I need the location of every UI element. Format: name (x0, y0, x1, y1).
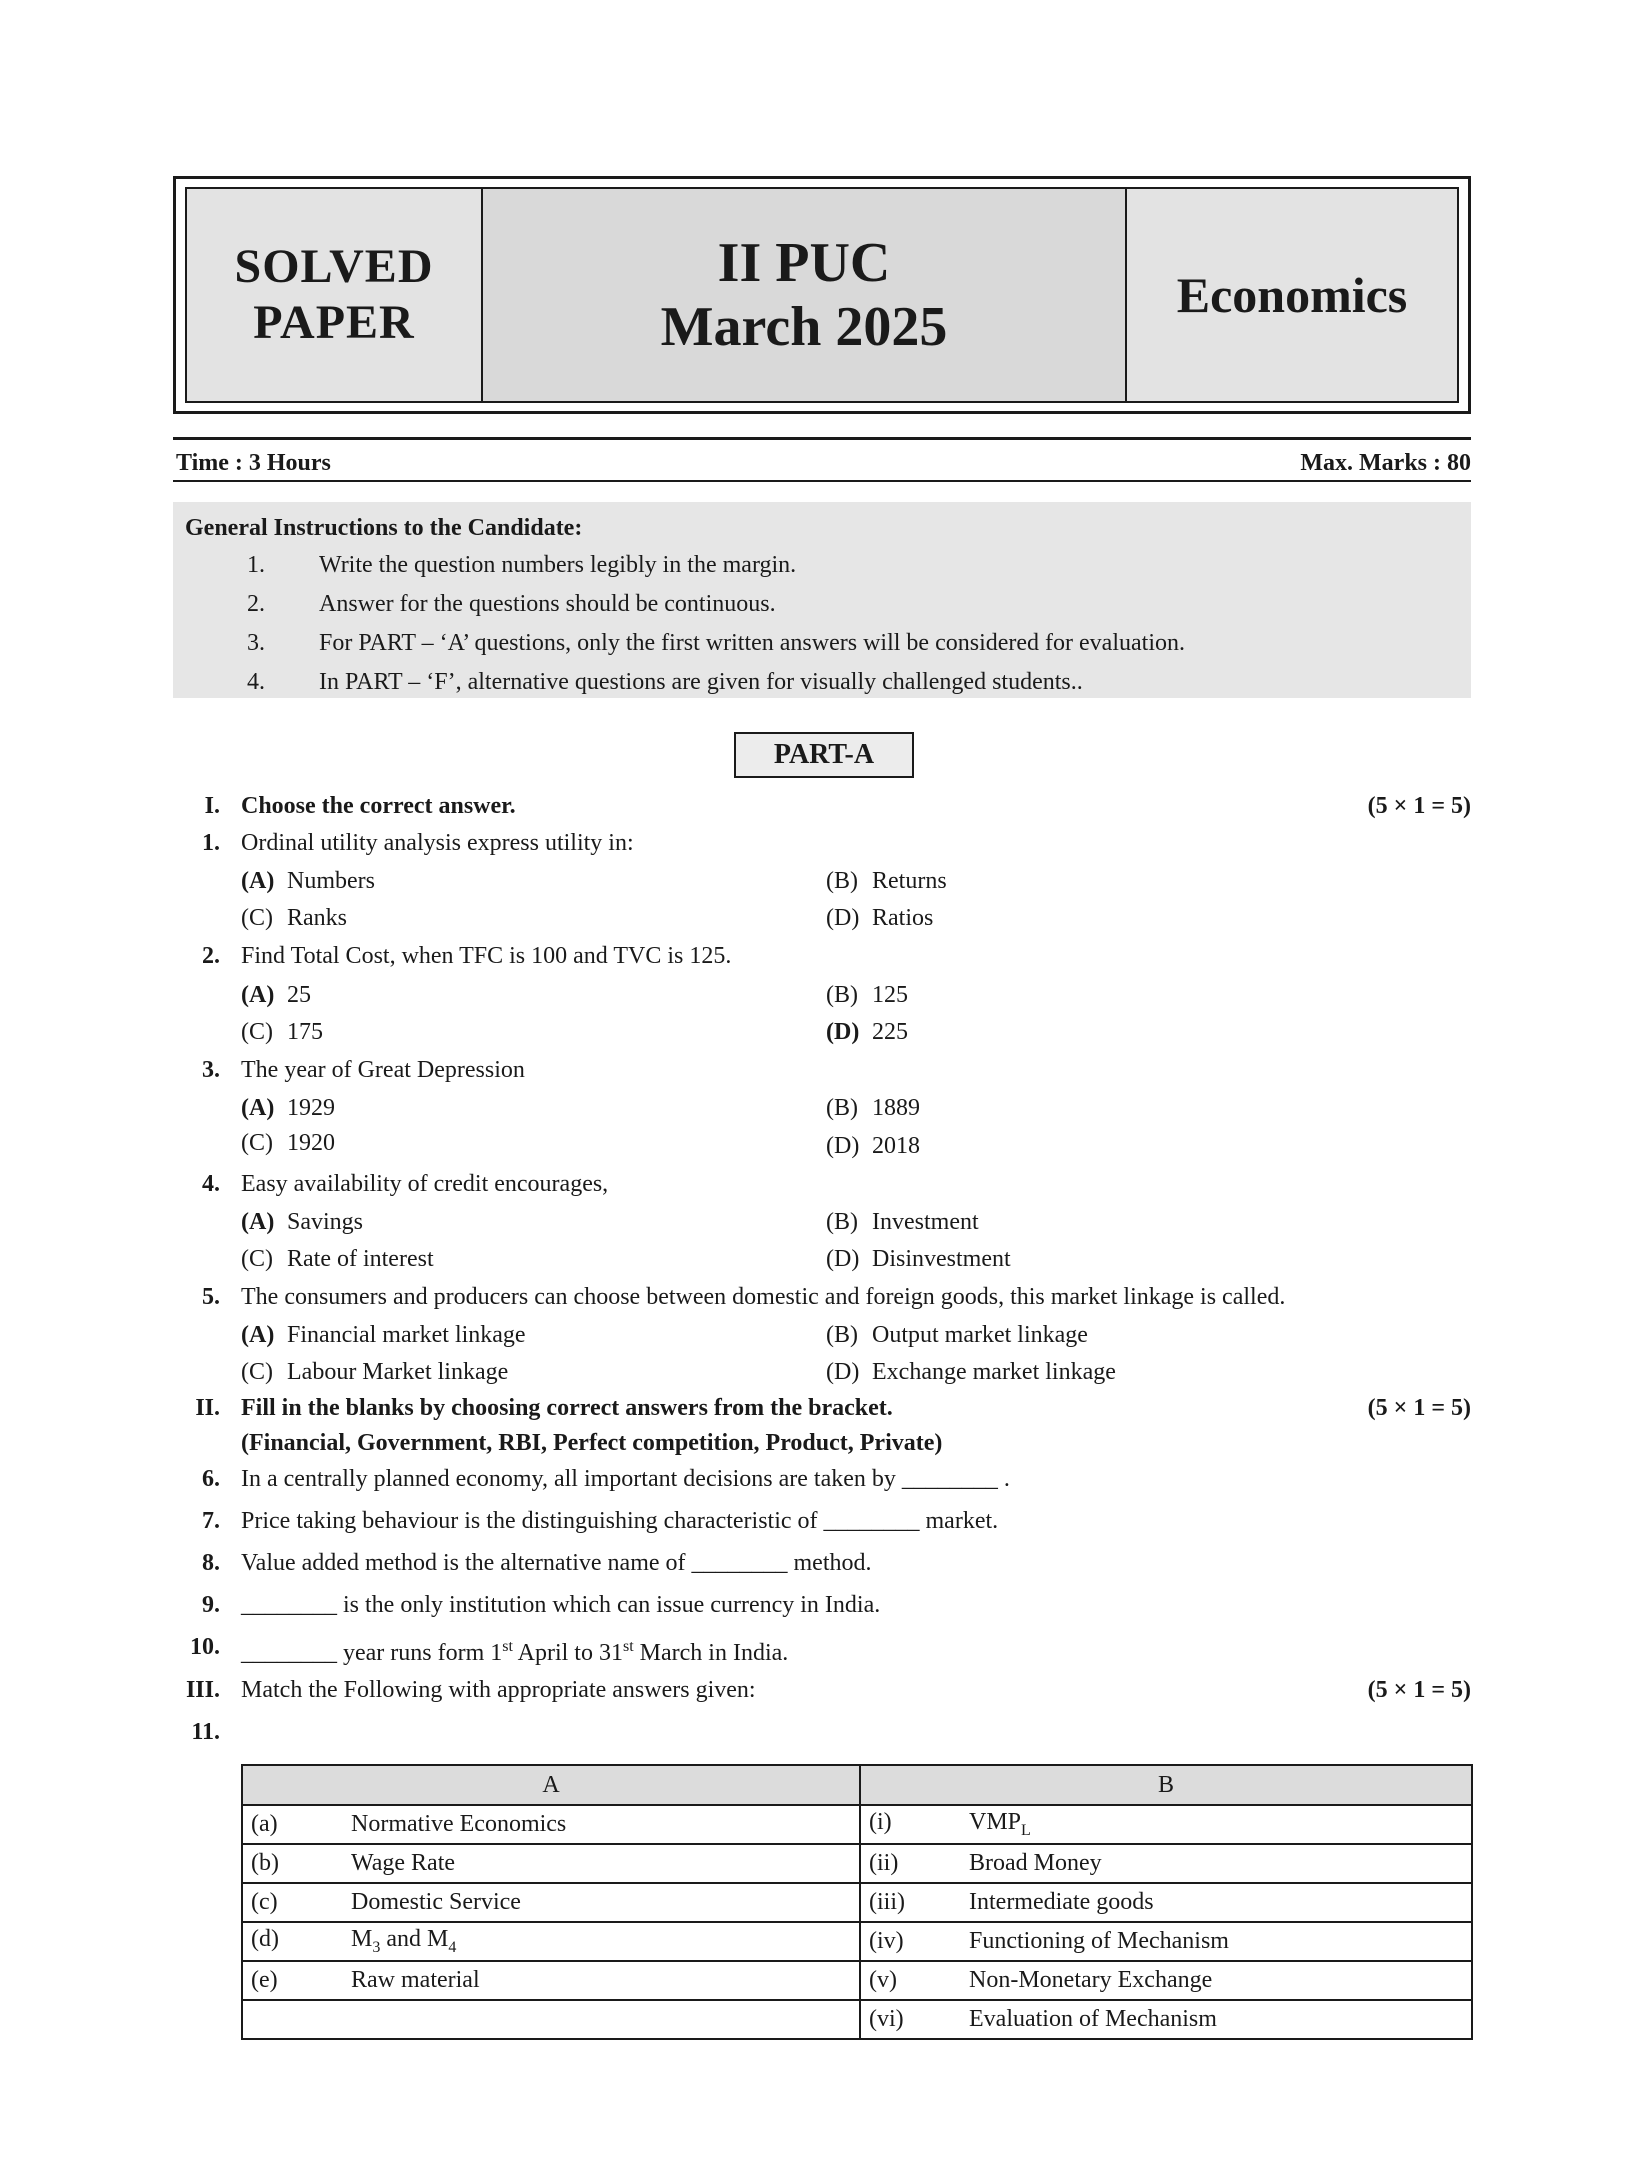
time-label: Time : 3 Hours (176, 450, 331, 476)
meta-row (176, 450, 1471, 477)
section-marks: (5 × 1 = 5) (1367, 1677, 1471, 1703)
option-b: (B) Investment (826, 1209, 979, 1235)
section-marks: (5 × 1 = 5) (1367, 1395, 1471, 1421)
column-a-cell (242, 2000, 860, 2039)
question-number: 4. (202, 1171, 220, 1197)
header-center-cell (483, 189, 1127, 401)
column-a-header: A (242, 1765, 860, 1805)
column-a-cell: (a) Normative Economics (242, 1805, 860, 1844)
question-number: 7. (202, 1508, 220, 1534)
instruction-item (185, 624, 1459, 663)
column-a-cell: (c) Domestic Service (242, 1883, 860, 1922)
header-exam-date: March 2025 (660, 296, 948, 358)
header-solved: SOLVED (234, 240, 434, 293)
question-text: Ordinal utility analysis express utility in: (241, 830, 634, 856)
option-c: (C) 175 (241, 1019, 323, 1045)
table-row (242, 1883, 1472, 1922)
question-number: 10. (190, 1634, 220, 1660)
answer-bracket: (Financial, Government, RBI, Perfect competition, Product, Private) (241, 1430, 943, 1456)
option-a: (A) 1929 (241, 1095, 335, 1121)
question-text: Price taking behaviour is the distinguishing characteristic of ________ market. (241, 1508, 999, 1534)
part-a-label: PART-A (734, 732, 914, 778)
option-c: (C) Labour Market linkage (241, 1359, 509, 1385)
option-d: (D) Exchange market linkage (826, 1359, 1116, 1385)
instructions-title: General Instructions to the Candidate: (185, 515, 583, 541)
column-b-cell: (vi) Evaluation of Mechanism (860, 2000, 1472, 2039)
option-c: (C) Rate of interest (241, 1246, 434, 1272)
instruction-number: 2. (247, 591, 265, 617)
header-subject: Economics (1176, 267, 1408, 323)
instruction-number: 1. (247, 552, 265, 578)
table-row (242, 1805, 1472, 1844)
table-row (242, 1844, 1472, 1883)
question-number: 11. (191, 1719, 220, 1745)
instruction-item (185, 585, 1459, 624)
instruction-item (185, 663, 1459, 702)
option-a: (A) 25 (241, 982, 311, 1008)
header-right-cell (1127, 189, 1457, 401)
option-b: (B) 1889 (826, 1095, 920, 1121)
option-d: (D) Disinvestment (826, 1246, 1011, 1272)
column-b-cell: (iii) Intermediate goods (860, 1883, 1472, 1922)
column-b-cell: (iv) Functioning of Mechanism (860, 1922, 1472, 1961)
question-number: 6. (202, 1466, 220, 1492)
column-b-cell: (i) $VMP_L$ (860, 1805, 1472, 1844)
instruction-number: 4. (247, 669, 265, 695)
question-number: 9. (202, 1592, 220, 1618)
question-number: 8. (202, 1550, 220, 1576)
match-table-header (242, 1765, 1472, 1805)
column-b-cell: (ii) Broad Money (860, 1844, 1472, 1883)
column-b-cell: (v) Non-Monetary Exchange (860, 1961, 1472, 2000)
question-number: 3. (202, 1057, 220, 1083)
table-row (242, 2000, 1472, 2039)
section-number: II. (195, 1395, 220, 1421)
meta-top-rule (173, 437, 1471, 440)
option-a: (A) Financial market linkage (241, 1322, 526, 1348)
instruction-text: For PART – ‘A’ questions, only the first written answers will be considered for evaluation. (319, 630, 1185, 656)
section-title: Match the Following with appropriate answers given: (241, 1677, 756, 1703)
option-d: (D) 2018 (826, 1133, 920, 1159)
option-b: (B) 125 (826, 982, 908, 1008)
section-number: III. (185, 1677, 220, 1703)
question-text: In a centrally planned economy, all important decisions are taken by ________ . (241, 1466, 1010, 1492)
column-a-cell: (b) Wage Rate (242, 1844, 860, 1883)
option-c: (C) Ranks (241, 905, 347, 931)
question-text: Easy availability of credit encourages, (241, 1171, 609, 1197)
question-number: 5. (202, 1284, 220, 1310)
column-a-cell: (d) $M_3$ and $M_4$ (242, 1922, 860, 1961)
option-b: (B) Returns (826, 868, 947, 894)
option-c: (C) 1920 (241, 1130, 335, 1156)
option-a: (A) Savings (241, 1209, 364, 1235)
instruction-number: 3. (247, 630, 265, 656)
question-number: 2. (202, 943, 220, 969)
instruction-text: Write the question numbers legibly in the margin. (319, 552, 797, 578)
header-paper: PAPER (253, 296, 415, 349)
option-d: (D) 225 (826, 1019, 908, 1045)
general-instructions (173, 502, 1471, 698)
question-number: 1. (202, 830, 220, 856)
match-table (241, 1764, 1473, 2040)
section-title: Fill in the blanks by choosing correct answers from the bracket. (241, 1395, 893, 1421)
question-text: ________ year runs form 1st April to 31st March in India. (241, 1638, 789, 1666)
header-banner (185, 187, 1459, 403)
instruction-text: Answer for the questions should be continuous. (319, 591, 776, 617)
meta-bottom-rule (173, 480, 1471, 482)
header-class: II PUC (717, 232, 891, 294)
option-b: (B) Output market linkage (826, 1322, 1088, 1348)
header-left-cell (187, 189, 483, 401)
table-row (242, 1922, 1472, 1961)
question-text: Find Total Cost, when TFC is 100 and TVC is 125. (241, 943, 732, 969)
instruction-text: In PART – ‘F’, alternative questions are given for visually challenged students.. (319, 669, 1083, 695)
table-row (242, 1961, 1472, 2000)
instruction-item (185, 546, 1459, 585)
section-title: Choose the correct answer. (241, 793, 516, 819)
column-b-header: B (860, 1765, 1472, 1805)
option-d: (D) Ratios (826, 905, 934, 931)
max-marks-label: Max. Marks : 80 (1300, 450, 1471, 476)
question-text: Value added method is the alternative name of ________ method. (241, 1550, 872, 1576)
column-a-cell: (e) Raw material (242, 1961, 860, 2000)
option-a: (A) Numbers (241, 868, 375, 894)
question-text: The consumers and producers can choose between domestic and foreign goods, this market linkage is called. (241, 1284, 1286, 1310)
question-text: The year of Great Depression (241, 1057, 525, 1083)
section-marks: (5 × 1 = 5) (1367, 793, 1471, 819)
question-text: ________ is the only institution which can issue currency in India. (241, 1592, 881, 1618)
section-number: I. (204, 793, 220, 819)
